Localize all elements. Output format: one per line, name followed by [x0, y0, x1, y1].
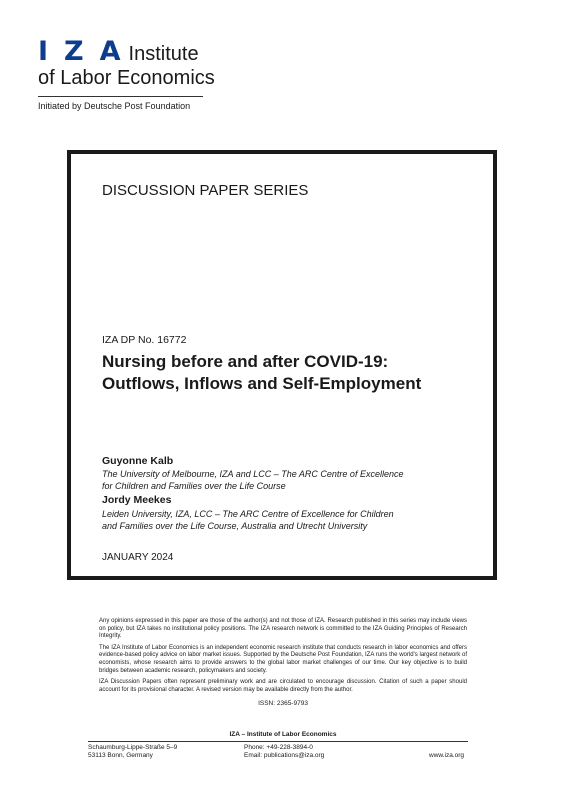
contact-phone: Phone: +49-228-3894-0: [244, 744, 313, 751]
logo-divider: [38, 96, 203, 97]
disclaimer-paragraph-1: Any opinions expressed in this paper are those of the author(s) and not those of IZA. Research published in this series may include views on policy, but IZA takes no institutional policy positions. The IZA research network is committed to the IZA Guiding Principles of Research Integrity.: [99, 618, 467, 640]
author-name-2: Jordy Meekes: [102, 494, 172, 506]
footer-address: [88, 744, 177, 760]
institute-line-2: of Labor Economics: [38, 67, 215, 89]
cover-frame: [67, 150, 497, 580]
footer-contact: [244, 744, 324, 760]
logo-top-row: [38, 38, 215, 65]
publication-date: JANUARY 2024: [102, 552, 174, 563]
title-line-1: Nursing before and after COVID-19:: [102, 352, 389, 371]
iza-logo: [38, 38, 215, 111]
address-line-1: Schaumburg-Lippe-Straße 5–9: [88, 744, 178, 751]
paper-number: IZA DP No. 16772: [102, 334, 187, 346]
issn-number: ISSN: 2365-9793: [258, 700, 308, 707]
address-line-2: 53113 Bonn, Germany: [88, 752, 153, 759]
institute-word: Institute: [128, 43, 199, 65]
paper-title: [102, 351, 482, 395]
title-line-2: Outflows, Inflows and Self-Employment: [102, 374, 422, 393]
affiliation-1-line-2: for Children and Families over the Life Course: [102, 481, 286, 491]
author-name-1: Guyonne Kalb: [102, 455, 174, 467]
disclaimer-paragraph-2: The IZA Institute of Labor Economics is an independent economic research institute that conducts research in labor economics and offers evidence-based policy advice on labor market issues. Supported by the Deutsche Post Foundation, IZA runs the world’s largest network of economists, whose research aims to provide answers to the global labor market challenges of our time. Our key objective is to build bridges between academic research, policymakers and society.: [99, 644, 467, 674]
logo-tagline: Initiated by Deutsche Post Foundation: [38, 101, 191, 111]
iza-letters: IZA: [38, 36, 137, 67]
author-affiliation-2: [102, 508, 482, 532]
affiliation-2-line-1: Leiden University, IZA, LCC – The ARC Centre of Excellence for Children: [102, 509, 394, 519]
disclaimer-block: [99, 618, 467, 698]
footer-website[interactable]: [429, 752, 464, 760]
footer-divider: [88, 741, 468, 742]
website-link[interactable]: www.iza.org: [429, 752, 465, 759]
contact-email: Email: publications@iza.org: [244, 752, 325, 759]
disclaimer-paragraph-3: IZA Discussion Papers often represent preliminary work and are circulated to encourage discussion. Citation of such a paper should account for its provisional character. A revised version may be available directly from the author.: [99, 679, 467, 693]
footer-title: IZA – Institute of Labor Economics: [229, 731, 337, 738]
author-affiliation-1: [102, 468, 482, 492]
affiliation-2-line-2: and Families over the Life Course, Australia and Utrecht University: [102, 521, 368, 531]
series-label: DISCUSSION PAPER SERIES: [102, 182, 309, 199]
affiliation-1-line-1: The University of Melbourne, IZA and LCC – The ARC Centre of Excellence: [102, 469, 404, 479]
